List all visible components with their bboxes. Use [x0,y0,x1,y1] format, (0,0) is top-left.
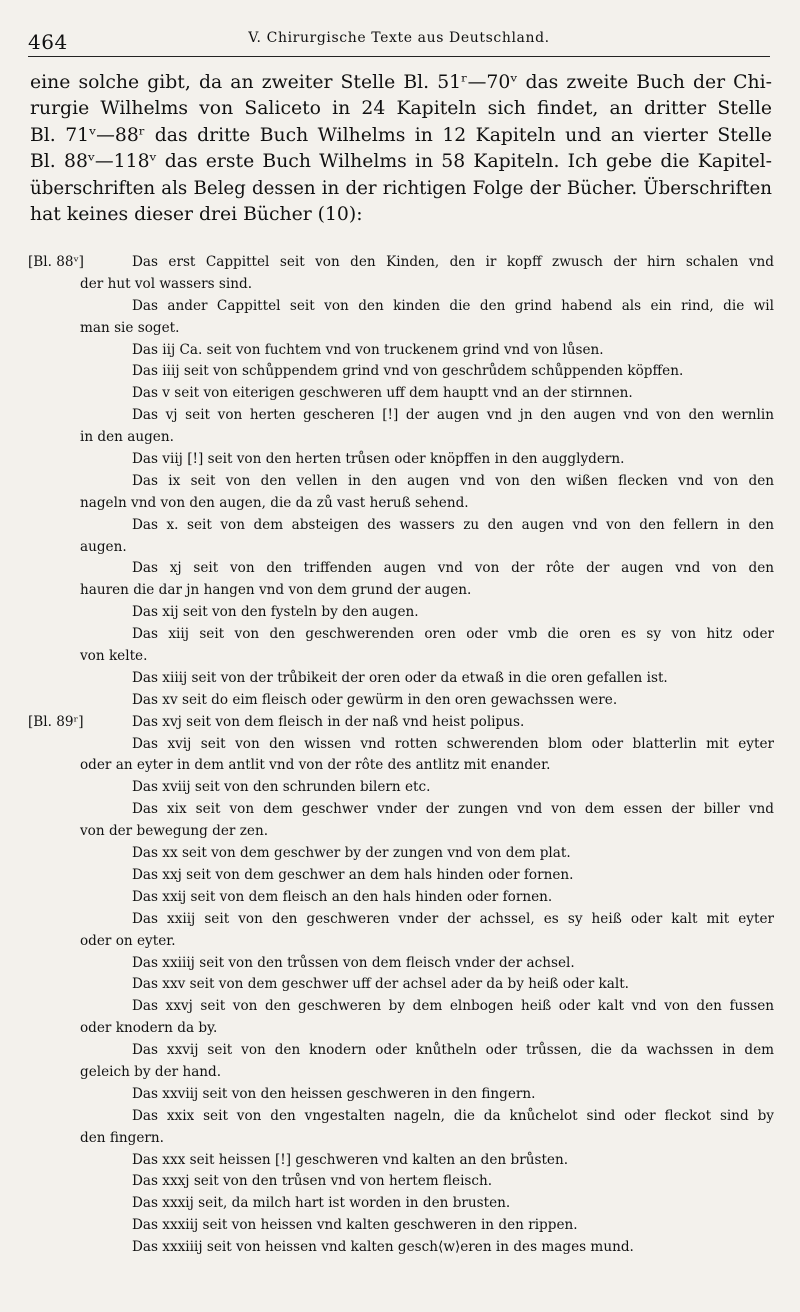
chapter-text: oder an eyter in dem antlit vnd von der rôte des antlitz mit enander. [80,757,551,774]
chapter-text: von kelte. [80,648,148,665]
chapter-text: nageln vnd von den augen, die da zů vast heruß sehend. [80,494,469,511]
paragraph-line: hat keines dieser drei Bücher (10): [30,204,363,226]
chapter-text: Das xxx seit heissen [!] geschweren vnd kalten an den brůsten. [132,1151,569,1168]
chapter-entry [28,799,774,821]
chapter-entry [28,974,774,996]
chapter-text: Das xiiij seit von der trůbikeit der oren oder da etwaß in die oren gefallen ist. [132,669,668,686]
chapter-entry-continuation [28,755,774,777]
chapter-text: Das xxv seit von dem geschwer uff der achsel ader da by heiß oder kalt. [132,976,630,993]
paragraph-line: Bl. 88ᵛ—118ᵛ das erste Buch Wilhelms in 58 Kapiteln. Ich gebe die Kapitel- [30,151,772,173]
chapter-text: Das xij seit von den fysteln by den augen. [132,604,419,621]
chapter-text: Das erst Cappittel seit von den Kinden, den ir kopff zwusch der hirn schalen vnd [132,254,774,270]
chapter-entry-continuation [28,580,774,602]
paragraph-line: eine solche gibt, da an zweiter Stelle Bl. 51ʳ—70ᵛ das zweite Buch der Chi- [30,72,772,93]
chapter-entry [28,558,774,580]
chapter-text: hauren die dar jn hangen vnd von dem grund der augen. [80,582,472,599]
chapter-entry [28,449,774,471]
chapter-entry [28,690,774,712]
chapter-entry [28,383,774,405]
chapter-entry [28,1171,774,1193]
page-number: 464 [28,30,68,54]
chapter-entry [28,1237,774,1259]
chapter-text: Das xxvj seit von den geschweren by dem elnbogen heiß oder kalt vnd von den fussen [132,998,774,1015]
chapter-entry [28,996,774,1018]
running-head [28,26,770,57]
chapter-text: Das iij Ca. seit von fuchtem vnd von truckenem grind vnd von lůsen. [132,341,604,358]
chapter-text: Das xj seit von den triffenden augen vnd von der rôte der augen vnd von den [132,560,774,577]
chapter-text: von der bewegung der zen. [80,823,269,840]
running-title: V. Chirurgische Texte aus Deutschland. [248,30,550,46]
chapter-text: Das xxviij seit von den heissen geschweren in den fingern. [132,1085,536,1102]
chapter-text: Das xxxiij seit von heissen vnd kalten geschweren in den rippen. [132,1217,578,1234]
chapter-entry [28,843,774,865]
chapter-text: Das ander Cappittel seit von den kinden die den grind habend als ein rind, die wil [132,297,774,314]
chapter-entry [28,1193,774,1215]
chapter-text: Das vj seit von herten gescheren [!] der augen vnd jn den augen vnd von den wernlin [132,407,774,424]
chapter-text: Das xxix seit von den vngestalten nageln, die da knůchelot sind oder fleckot sind by [132,1107,774,1124]
chapter-text: Das x. seit von dem absteigen des wassers zu den augen vnd von den fellern in den [132,516,774,533]
chapter-entry [28,777,774,799]
chapter-text: Das xix seit von dem geschwer vnder der zungen vnd von dem essen der biller vnd [132,801,774,818]
chapter-list [28,252,774,1259]
chapter-entry-continuation [28,318,774,340]
chapter-entry [28,712,774,734]
chapter-text: der hut vol wassers sind. [80,275,253,292]
chapter-entry-continuation [28,274,774,296]
chapter-entry [28,252,774,274]
paragraph-line: rurgie Wilhelms von Saliceto in 24 Kapiteln sich findet, an dritter Stelle [30,98,772,120]
chapter-entry [28,953,774,975]
chapter-text: Das viij [!] seit von den herten trůsen oder knöpffen in den augglydern. [132,451,625,468]
chapter-text: Das iiij seit von schůppendem grind vnd von geschrůdem schůppenden köpffen. [132,363,684,380]
chapter-text: oder on eyter. [80,932,176,949]
chapter-text: in den augen. [80,429,174,446]
chapter-entry [28,909,774,931]
chapter-text: Das xvj seit von dem fleisch in der naß vnd heist polipus. [132,713,525,730]
chapter-text: Das xxiiij seit von den trůssen von dem fleisch vnder der achsel. [132,954,575,971]
chapter-entry-continuation [28,1062,774,1084]
paragraph-line: überschriften als Beleg dessen in der richtigen Folge der Bücher. Überschriften [30,177,772,199]
chapter-entry [28,1106,774,1128]
chapter-entry-continuation [28,646,774,668]
folio-reference: [Bl. 88ᵛ] [28,254,84,270]
chapter-text: man sie soget. [80,319,180,336]
chapter-entry [28,734,774,756]
chapter-text: Das xvij seit von den wissen vnd rotten schwerenden blom oder blatterlin mit eyter [132,735,774,752]
chapter-text: Das v seit von eiterigen geschweren uff dem hauptt vnd an der stirnnen. [132,385,633,402]
chapter-text: Das xxxiiij seit von heissen vnd kalten gesch⟨w⟩eren in des mages mund. [132,1239,634,1256]
chapter-text: Das xv seit do eim fleisch oder gewürm in den oren gewachssen were. [132,691,618,708]
chapter-entry-continuation [28,537,774,559]
chapter-text: Das xviij seit von den schrunden bilern etc. [132,779,431,796]
intro-paragraph [30,70,772,228]
paragraph-line: Bl. 71ᵛ—88ʳ das dritte Buch Wilhelms in 12 Kapiteln und an vierter Stelle [30,124,772,146]
chapter-entry [28,405,774,427]
chapter-text: oder knodern da by. [80,1020,218,1037]
chapter-text: augen. [80,538,127,555]
chapter-text: Das ix seit von den vellen in den augen vnd von den wißen flecken vnd von den [132,472,774,489]
chapter-entry [28,515,774,537]
chapter-entry-continuation [28,821,774,843]
chapter-entry-continuation [28,427,774,449]
chapter-entry [28,602,774,624]
chapter-text: Das xxxj seit von den trůsen vnd von hertem fleisch. [132,1173,493,1190]
chapter-text: den fingern. [80,1129,164,1146]
chapter-entry [28,1215,774,1237]
chapter-entry [28,1040,774,1062]
chapter-entry-continuation [28,1128,774,1150]
chapter-entry [28,624,774,646]
chapter-entry [28,296,774,318]
chapter-entry [28,1084,774,1106]
chapter-entry [28,668,774,690]
chapter-text: Das xxij seit von dem fleisch an den hals hinden oder fornen. [132,888,553,905]
chapter-entry-continuation [28,493,774,515]
chapter-entry-continuation [28,1018,774,1040]
chapter-entry-continuation [28,931,774,953]
chapter-text: Das xxxij seit, da milch hart ist worden in den brusten. [132,1195,511,1212]
chapter-text: Das xiij seit von den geschwerenden oren oder vmb die oren es sy von hitz oder [132,626,774,643]
chapter-entry [28,1150,774,1172]
chapter-text: Das xx seit von dem geschwer by der zungen vnd von dem plat. [132,845,571,862]
chapter-entry [28,361,774,383]
chapter-entry [28,887,774,909]
folio-reference: [Bl. 89ʳ] [28,713,84,730]
chapter-text: Das xxiij seit von den geschweren vnder der achssel, es sy heiß oder kalt mit eyter [132,910,774,927]
chapter-text: geleich by der hand. [80,1063,222,1080]
chapter-entry [28,471,774,493]
chapter-text: Das xxvij seit von den knodern oder knůtheln oder trůssen, die da wachssen in dem [132,1042,774,1059]
chapter-entry [28,865,774,887]
chapter-text: Das xxj seit von dem geschwer an dem hals hinden oder fornen. [132,866,574,883]
chapter-entry [28,340,774,362]
